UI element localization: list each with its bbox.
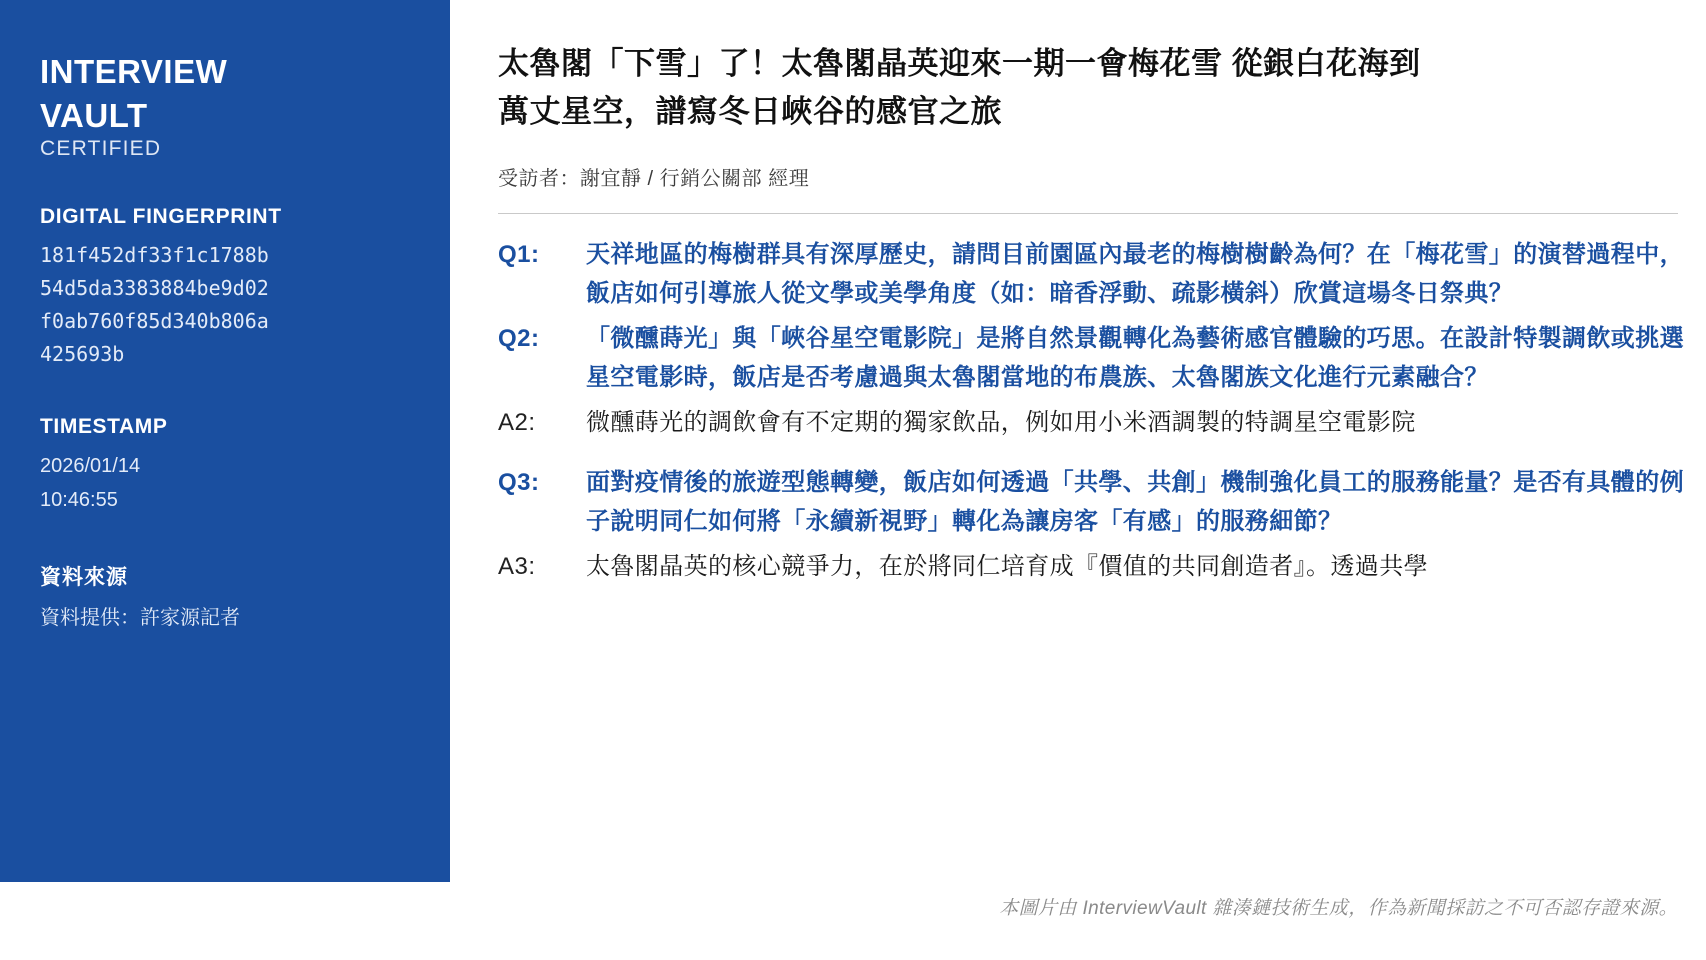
qa-list: [498, 236, 1706, 587]
qa-label: Q3:: [498, 469, 540, 497]
source-title: 資料來源: [40, 566, 128, 590]
qa-label: Q2:: [498, 324, 540, 352]
qa-item: [498, 236, 1706, 314]
brand-block: [40, 48, 410, 161]
qa-item: [498, 464, 1706, 542]
qa-text: 微醺蒔光的調飲會有不定期的獨家飲品，例如用小米酒調製的特調星空電影院: [586, 408, 1416, 436]
timestamp-time: 10:46:55: [40, 489, 118, 512]
brand-title-line1: INTERVIEW: [40, 53, 228, 90]
qa-label: A2:: [498, 408, 536, 436]
qa-label: A3:: [498, 553, 536, 581]
interviewee-line: 受訪者：謝宜靜 / 行銷公關部 經理: [498, 168, 810, 191]
qa-item: [498, 320, 1706, 398]
timestamp-title: TIMESTAMP: [40, 415, 168, 439]
qa-text: 天祥地區的梅樹群具有深厚歷史，請問目前園區內最老的梅樹樹齡為何？在「梅花雪」的演替過程中，飯店如何引導旅人從文學或美學角度（如：暗香浮動、疏影橫斜）欣賞這場冬日祭典？: [586, 241, 1684, 307]
footnote: 本圖片由 InterviewVault 雜湊鏈技術生成，作為新聞採訪之不可否認存證來源。: [999, 898, 1678, 919]
qa-text: 太魯閣晶英的核心競爭力，在於將同仁培育成『價值的共同創造者』。透過共學: [586, 553, 1428, 581]
fingerprint-title: DIGITAL FINGERPRINT: [40, 205, 282, 229]
fingerprint-section: [40, 205, 410, 371]
qa-item: [498, 404, 1706, 443]
page-title-line1: 太魯閣「下雪」了！太魯閣晶英迎來一期一會梅花雪 從銀白花海到: [498, 46, 1421, 81]
fingerprint-value: 181f452df33f1c1788b54d5da3383884be9d02f0ab760f85d340b806a425693b: [40, 243, 269, 367]
qa-text: 面對疫情後的旅遊型態轉變，飯店如何透過「共學、共創」機制強化員工的服務能量？是否有具體的例子說明同仁如何將「永續新視野」轉化為讓房客「有感」的服務細節？: [586, 469, 1684, 536]
qa-item: [498, 548, 1706, 587]
qa-text: 「微醺蒔光」與「峽谷星空電影院」是將自然景觀轉化為藝術感官體驗的巧思。在設計特製調飲或挑選星空電影時，飯店是否考慮過與太魯閣當地的布農族、太魯閣族文化進行元素融合？: [586, 324, 1684, 391]
brand-subtitle: CERTIFIED: [40, 137, 162, 161]
page-title-line2: 萬丈星空，譜寫冬日峽谷的感官之旅: [498, 94, 1002, 130]
source-section: [40, 561, 410, 635]
timestamp-section: [40, 415, 410, 517]
page-title: [498, 40, 1706, 136]
sidebar: [0, 0, 450, 882]
qa-label: Q1:: [498, 241, 540, 269]
brand-title-line2: VAULT: [40, 96, 148, 134]
timestamp-date: 2026/01/14: [40, 455, 141, 478]
source-value: 資料提供：許家源記者: [40, 607, 240, 630]
header-divider: [498, 213, 1678, 214]
main-content: [450, 0, 1706, 960]
